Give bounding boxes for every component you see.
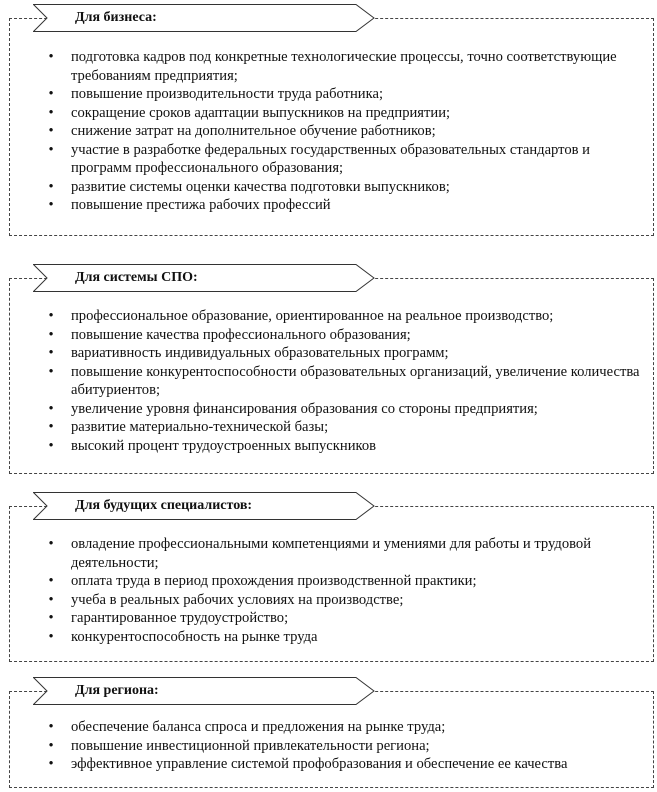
bullet: • (48, 591, 54, 608)
bullet: • (48, 308, 54, 324)
list-item: • повышение производительности труда работника; (71, 85, 648, 104)
list-item: • повышение конкурентоспособности образовательных организаций, увеличение количества абитуриентов; (71, 363, 648, 400)
list-item: • овладение профессиональными компетенциями и умениями для работы и трудовой деятельности; (71, 535, 648, 572)
list-item: • оплата труда в период прохождения производственной практики; (71, 572, 648, 591)
section-title: Для будущих специалистов: (75, 498, 253, 513)
section-specialists-list (48, 535, 648, 646)
list-item: • развитие материально-технической базы; (71, 418, 648, 437)
section-title: Для системы СПО: (75, 270, 198, 285)
section-region-list (48, 718, 648, 774)
bullet: • (48, 197, 54, 213)
bullet: • (48, 123, 54, 139)
bullet: • (48, 363, 54, 380)
bullet: • (48, 178, 54, 195)
bullet: • (48, 326, 54, 343)
bullet: • (48, 536, 54, 552)
bullet: • (48, 141, 54, 158)
list-item: • участие в разработке федеральных государственных образовательных стандартов и программ профессионального образования; (71, 141, 648, 178)
bullet: • (48, 345, 54, 361)
section-spo-list (48, 307, 648, 455)
list-item: • обеспечение баланса спроса и предложения на рынке труда; (71, 718, 648, 737)
list-item: • увеличение уровня финансирования образования со стороны предприятия; (71, 400, 648, 419)
bullet: • (48, 610, 54, 626)
list-item: • гарантированное трудоустройство; (71, 609, 648, 628)
bullet: • (48, 756, 54, 772)
list-item: • снижение затрат на дополнительное обучение работников; (71, 122, 648, 141)
section-region-tag (33, 677, 375, 705)
section-region (9, 677, 654, 788)
list-item: • повышение престижа рабочих профессий (71, 196, 648, 215)
list-item: • подготовка кадров под конкретные технологические процессы, точно соответствующие требованиям предприятия; (71, 48, 648, 85)
list-item: • профессиональное образование, ориентированное на реальное производство; (71, 307, 648, 326)
list-item: • сокращение сроков адаптации выпускников на предприятии; (71, 104, 648, 123)
section-title: Для региона: (75, 683, 159, 698)
list-item: • повышение качества профессионального образования; (71, 326, 648, 345)
bullet: • (48, 104, 54, 121)
bullet: • (48, 628, 54, 645)
bullet: • (48, 437, 54, 454)
list-item: • эффективное управление системой профобразования и обеспечение ее качества (71, 755, 648, 774)
bullet: • (48, 419, 54, 435)
bullet: • (48, 719, 54, 735)
section-business-list (48, 48, 648, 215)
section-title: Для бизнеса: (75, 10, 157, 25)
list-item: • высокий процент трудоустроенных выпускников (71, 437, 648, 456)
section-specialists (9, 492, 654, 662)
list-item: • конкурентоспособность на рынке труда (71, 628, 648, 647)
section-business (9, 4, 654, 236)
list-item: • повышение инвестиционной привлекательности региона; (71, 737, 648, 756)
list-item: • развитие системы оценки качества подготовки выпускников; (71, 178, 648, 197)
bullet: • (48, 86, 54, 102)
section-business-tag (33, 4, 375, 32)
bullet: • (48, 400, 54, 417)
bullet: • (48, 573, 54, 589)
list-item: • вариативность индивидуальных образовательных программ; (71, 344, 648, 363)
list-item: • учеба в реальных рабочих условиях на производстве; (71, 591, 648, 610)
bullet: • (48, 49, 54, 65)
bullet: • (48, 737, 54, 754)
section-spo (9, 264, 654, 474)
section-spo-tag (33, 264, 375, 292)
section-specialists-tag (33, 492, 375, 520)
